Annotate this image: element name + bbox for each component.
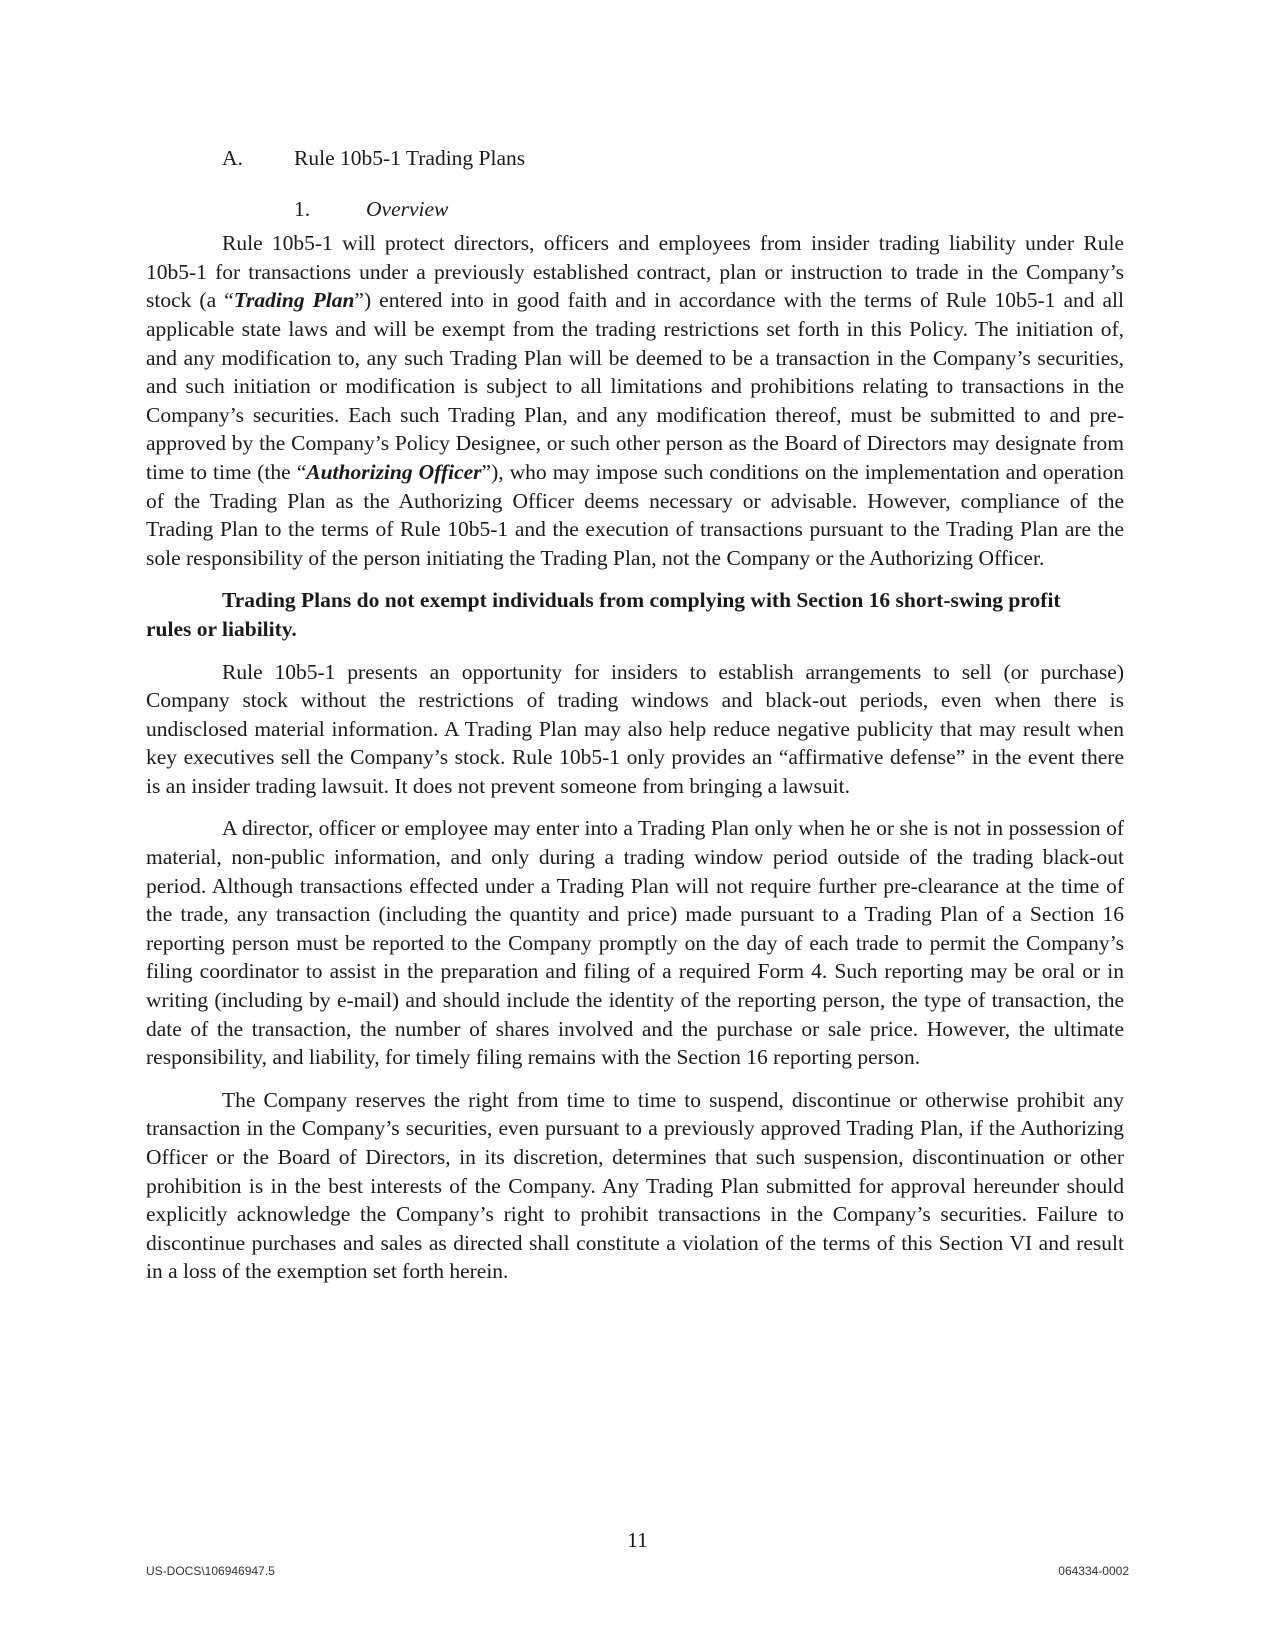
paragraph-overview-part1: Rule 10b5-1 will protect directors, officers and employees from insider trading liability under Rule 10b5-1 for transactions under a previously established contract, plan or instruction to trade in the Company’s stock (a “ [146,231,1124,313]
footer-doc-id: US-DOCS\106946947.5 [146,1564,275,1578]
section-1-number: 1. [294,196,311,221]
section-a-heading [146,144,1124,173]
page-number: 11 [627,1528,648,1552]
callout-section-16: Trading Plans do not exempt individuals from complying with Section 16 short-swing profit rules or liability. [146,588,1061,641]
paragraph-overview [146,229,1124,572]
section-a-title: Rule 10b5-1 Trading Plans [294,146,526,170]
paragraph-overview-part3: ”), who may impose such conditions on the implementation and operation of the Trading Plan as the Authorizing Officer deems necessary or advisable. However, compliance of the Trading Plan to the terms of Rule 10b5-1 and the execution of transactions pursuant to the Trading Plan are the sole responsibility of the person initiating the Trading Plan, not the Company or the Authorizing Officer. [146,459,1124,570]
section-1-heading [146,195,1124,224]
paragraph-entry-conditions: A director, officer or employee may enter into a Trading Plan only when he or she is not in possession of material, non-public information, and only during a trading window period outside of the trading black-out period. Although transactions effected under a Trading Plan will not require further pre-clearance at the time of the trade, any transaction (including the quantity and price) made pursuant to a Trading Plan of a Section 16 reporting person must be reported to the Company promptly on the day of each trade to permit the Company’s filing coordinator to assist in the preparation and filing of a required Form 4. Such reporting may be oral or in writing (including by e-mail) and should include the identity of the reporting person, the type of transaction, the date of the transaction, the number of shares involved and the purchase or sale price. However, the ultimate responsibility, and liability, for timely filing remains with the Section 16 reporting person. [146,816,1124,1070]
section-a-letter: A. [222,146,243,170]
page-content [146,144,1124,1300]
paragraph-reservation-of-rights: The Company reserves the right from time to time to suspend, discontinue or otherwise prohibit any transaction in the Company’s securities, even pursuant to a previously approved Trading Plan, if the Authorizing Officer or the Board of Directors, in its discretion, determines that such suspension, discontinuation or other prohibition is in the best interests of the Company. Any Trading Plan submitted for approval hereunder should explicitly acknowledge the Company’s right to prohibit transactions in the Company’s securities. Failure to discontinue purchases and sales as directed shall constitute a violation of the terms of this Section VI and result in a loss of the exemption set forth herein. [146,1087,1124,1284]
defined-term-trading-plan: Trading Plan [233,288,355,313]
section-1-title: Overview [366,196,449,221]
footer-matter-id: 064334-0002 [1058,1564,1129,1578]
defined-term-authorizing-officer: Authorizing Officer [306,459,482,484]
paragraph-opportunity: Rule 10b5-1 presents an opportunity for insiders to establish arrangements to sell (or purchase) Company stock without the restrictions of trading windows and black-out periods, even when there is undisclosed material information. A Trading Plan may also help reduce negative publicity that may result when key executives sell the Company’s stock. Rule 10b5-1 only provides an “affirmative defense” in the event there is an insider trading lawsuit. It does not prevent someone from bringing a lawsuit. [146,659,1124,798]
paragraph-overview-part2: ”) entered into in good faith and in accordance with the terms of Rule 10b5-1 and all applicable state laws and will be exempt from the trading restrictions set forth in this Policy. The initiation of, and any modification to, any such Trading Plan will be deemed to be a transaction in the Company’s securities, and such initiation or modification is subject to all limitations and prohibitions relating to transactions in the Company’s securities. Each such Trading Plan, and any modification thereof, must be submitted to and pre-approved by the Company’s Policy Designee, or such other person as the Board of Directors may designate from time to time (the “ [146,288,1124,484]
